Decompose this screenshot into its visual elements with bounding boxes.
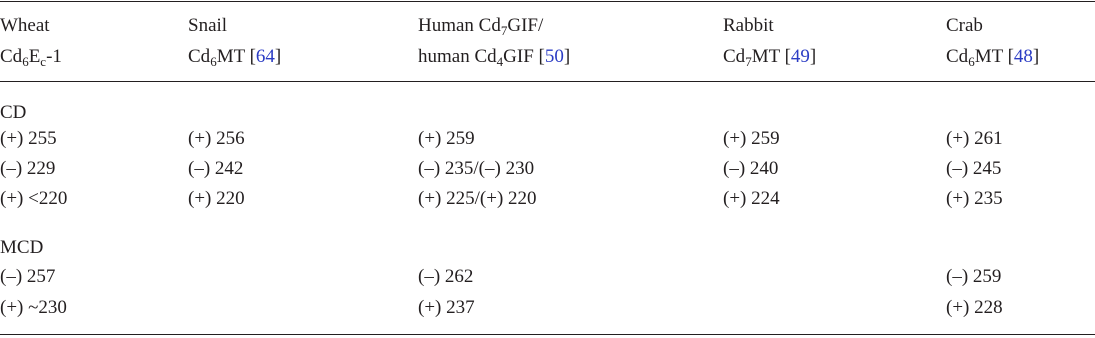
header-rabbit-line1: Rabbit (723, 15, 774, 36)
table-cell: (–) 242 (188, 158, 244, 179)
table-cell: (–) 257 (0, 266, 56, 287)
reference-link-50[interactable]: 50 (544, 46, 564, 67)
header-snail-line2 (188, 46, 281, 69)
header-crab-line2-text: Cd (946, 46, 969, 67)
table-cell: (+) 220 (188, 188, 245, 209)
reference-link-48[interactable]: 48 (1013, 46, 1033, 67)
header-wheat-line2-subscript2: c (40, 54, 47, 69)
header-snail-line2-close: ] (274, 46, 282, 67)
header-rabbit-line2 (723, 46, 816, 69)
table-cell: (+) 235 (946, 188, 1003, 209)
header-wheat-line2-text2: E (28, 46, 41, 67)
header-human-line1-subscript: 7 (500, 23, 508, 38)
header-crab-line2-close: ] (1032, 46, 1040, 67)
table-cell: (+) 225/(+) 220 (418, 188, 537, 209)
table-cell: (+) 228 (946, 297, 1003, 318)
header-human-line2-text: human Cd (418, 46, 497, 67)
header-rabbit-line2-close: ] (809, 46, 817, 67)
header-wheat-line2 (0, 46, 62, 69)
reference-link-64[interactable]: 64 (255, 46, 275, 67)
header-rabbit-line2-subscript: 7 (745, 54, 752, 69)
header-wheat-line2-subscript: 6 (22, 54, 29, 69)
table-cell: (–) 235/(–) 230 (418, 158, 535, 179)
table-cell: (+) ~230 (0, 297, 67, 318)
header-snail-line2-tail: MT [ (216, 46, 256, 67)
table-cell: (+) <220 (0, 188, 68, 209)
top-rule (0, 1, 1095, 2)
bottom-rule (0, 334, 1095, 335)
table-cell: (–) 229 (0, 158, 56, 179)
header-rabbit-line2-text: Cd (723, 46, 746, 67)
header-human-line2-subscript: 4 (496, 54, 504, 69)
header-human-line1 (418, 15, 543, 38)
header-human-line2-close: ] (563, 46, 571, 67)
header-human-line1-tail: GIF/ (507, 15, 544, 36)
header-human-line2-tail: GIF [ (503, 46, 545, 67)
header-rabbit-line2-tail: MT [ (751, 46, 791, 67)
header-snail-line1: Snail (188, 15, 228, 36)
header-wheat-line2-tail: -1 (46, 46, 62, 67)
table-cell: (+) 261 (946, 128, 1003, 149)
table-cell: (–) 245 (946, 158, 1002, 179)
header-crab-line2-subscript: 6 (968, 54, 975, 69)
table-cell: (+) 237 (418, 297, 475, 318)
header-rule (0, 81, 1095, 82)
reference-link-49[interactable]: 49 (790, 46, 810, 67)
header-crab-line2-tail: MT [ (974, 46, 1014, 67)
header-crab-line1: Crab (946, 15, 983, 36)
section-label-mcd: MCD (0, 237, 44, 258)
header-snail-line2-text: Cd (188, 46, 211, 67)
table-cell: (–) 240 (723, 158, 779, 179)
header-wheat-line2-text: Cd (0, 46, 23, 67)
table-cell: (+) 259 (418, 128, 475, 149)
table-cell: (+) 255 (0, 128, 57, 149)
section-label-cd: CD (0, 102, 27, 123)
header-crab-line2 (946, 46, 1039, 69)
header-human-line2 (418, 46, 570, 69)
table-cell: (–) 259 (946, 266, 1002, 287)
header-human-line1-text: Human Cd (418, 15, 501, 36)
table-cell: (+) 259 (723, 128, 780, 149)
table-cell: (–) 262 (418, 266, 474, 287)
table-cell: (+) 256 (188, 128, 245, 149)
table-cell: (+) 224 (723, 188, 780, 209)
header-wheat-line1: Wheat (0, 15, 50, 36)
header-snail-line2-subscript: 6 (210, 54, 217, 69)
